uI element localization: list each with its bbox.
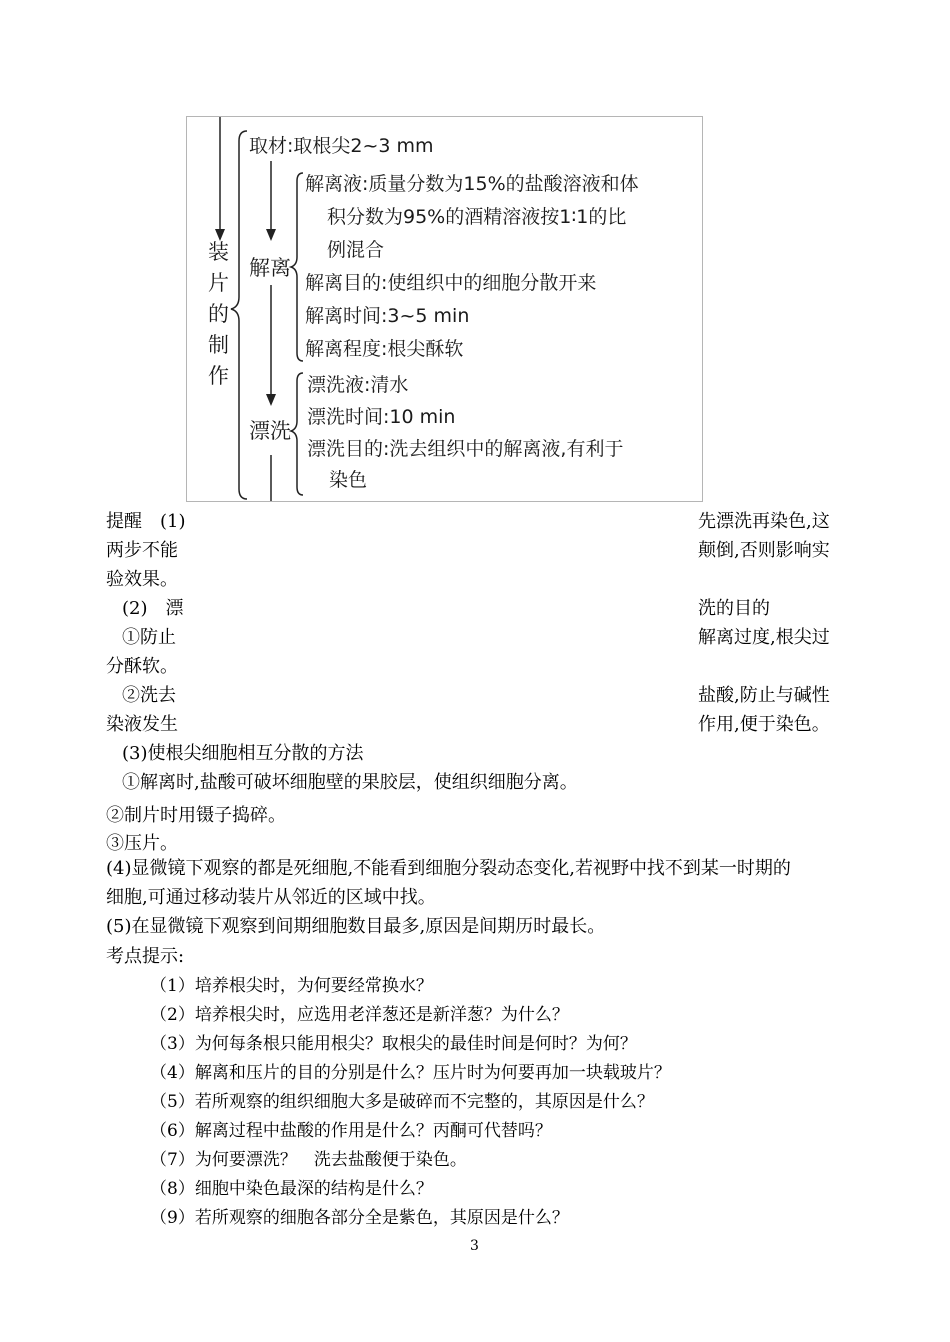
rinse-item: 染色 bbox=[329, 469, 368, 491]
note-line: 作用,便于染色。 bbox=[698, 714, 830, 735]
dissociation-item: 解离程度:根尖酥软 bbox=[305, 338, 464, 360]
note-line: (5)在显微镜下观察到间期细胞数目最多,原因是间期历时最长。 bbox=[106, 916, 606, 937]
note-line: 先漂洗再染色,这 bbox=[698, 511, 830, 532]
note-line: ①防止 bbox=[122, 627, 176, 648]
note-line: 分酥软。 bbox=[106, 656, 178, 677]
dissociation-label: 解离 bbox=[249, 256, 291, 280]
dissociation-item: 积分数为95%的酒精溶液按1∶1的比 bbox=[327, 206, 627, 228]
take-material-text: 取材:取根尖2~3 mm bbox=[249, 135, 434, 157]
rinse-item: 漂洗目的:洗去组织中的解离液,有利于 bbox=[307, 438, 624, 460]
note-line: 染液发生 bbox=[106, 714, 178, 735]
rinse-item: 漂洗时间:10 min bbox=[307, 406, 456, 428]
question-item: （8）细胞中染色最深的结构是什么？ bbox=[150, 1179, 433, 1199]
question-item: （4）解离和压片的目的分别是什么？压片时为何要再加一块载玻片？ bbox=[150, 1063, 671, 1083]
note-line: 解离过度,根尖过 bbox=[698, 627, 830, 648]
note-line: 颠倒,否则影响实 bbox=[698, 540, 830, 561]
question-item: （6）解离过程中盐酸的作用是什么？丙酮可代替吗？ bbox=[150, 1121, 552, 1141]
section-heading: 考点提示: bbox=[106, 946, 185, 967]
note-line: 洗的目的 bbox=[698, 598, 770, 619]
question-item: （7）为何要漂洗？ 洗去盐酸便于染色。 bbox=[150, 1150, 467, 1170]
question-item: （9）若所观察的细胞各部分全是紫色，其原因是什么？ bbox=[150, 1208, 569, 1228]
note-line: 提醒 (1) bbox=[106, 511, 186, 532]
note-line: ③压片。 bbox=[106, 833, 178, 854]
note-line: (3)使根尖细胞相互分散的方法 bbox=[122, 743, 364, 764]
dissociation-item: 解离液:质量分数为15%的盐酸溶液和体 bbox=[305, 173, 639, 195]
rinse-label: 漂洗 bbox=[249, 419, 291, 443]
question-item: （3）为何每条根只能用根尖？取根尖的最佳时间是何时？为何？ bbox=[150, 1034, 637, 1054]
note-line: ①解离时,盐酸可破坏细胞壁的果胶层，使组织细胞分离。 bbox=[122, 772, 578, 793]
note-line: ②洗去 bbox=[122, 685, 176, 706]
note-line: 细胞,可通过移动装片从邻近的区域中找。 bbox=[106, 887, 436, 908]
dissociation-item: 解离时间:3~5 min bbox=[305, 305, 470, 327]
question-item: （1）培养根尖时，为何要经常换水？ bbox=[150, 976, 433, 996]
page-number: 3 bbox=[470, 1238, 479, 1254]
note-line: (4)显微镜下观察的都是死细胞,不能看到细胞分裂动态变化,若视野中找不到某一时期的 bbox=[106, 858, 791, 879]
specimen-preparation-diagram bbox=[186, 116, 703, 502]
question-item: （2）培养根尖时，应选用老洋葱还是新洋葱？为什么？ bbox=[150, 1005, 569, 1025]
dissociation-item: 解离目的:使组织中的细胞分散开来 bbox=[305, 272, 597, 294]
dissociation-item: 例混合 bbox=[327, 239, 385, 261]
main-label: 装片的制作 bbox=[208, 240, 229, 388]
note-line: ②制片时用镊子捣碎。 bbox=[106, 805, 286, 826]
note-line: (2) 漂 bbox=[122, 598, 184, 619]
question-item: （5）若所观察的组织细胞大多是破碎而不完整的，其原因是什么？ bbox=[150, 1092, 654, 1112]
note-line: 盐酸,防止与碱性 bbox=[698, 685, 830, 706]
note-line: 两步不能 bbox=[106, 540, 178, 561]
note-line: 验效果。 bbox=[106, 569, 178, 590]
rinse-item: 漂洗液:清水 bbox=[307, 374, 409, 396]
